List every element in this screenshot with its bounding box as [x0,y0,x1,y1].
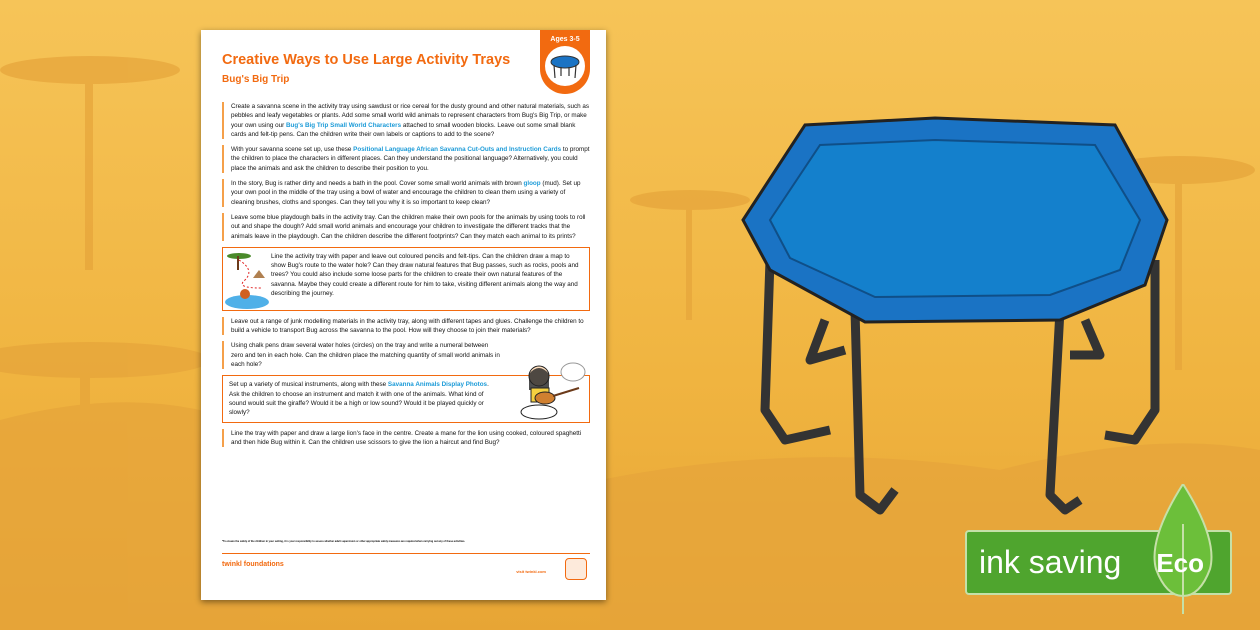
page-subtitle: Bug's Big Trip [222,74,290,85]
activity-paragraph: Create a savanna scene in the activity tray using sawdust or rice cereal for the dusty ground and other natural materials, such as pebbles and leafy vegetables or plants. Add some small world wild animals to represent characters from Bug's Big Trip, or make your own using our Bug's Big Trip Small World Characters attached to small wooden blocks. Leave out some small blank cards and felt-tip pens. Can the children write their own labels or captions to add to the scene? [222,102,590,139]
ages-label: Ages 3-5 [550,36,580,43]
ink-saving-eco-badge [965,530,1232,595]
activity-paragraph: With your savanna scene set up, use these Positional Language African Savanna Cut-Outs and Instruction Cards to prompt the children to place the characters in different places. Can they understand the positional language? Alternatively, you could place the animals and ask the children to describe their position to you. [222,145,590,173]
tray-thumbnail-icon [545,46,585,86]
visit-link[interactable]: visit twinkl.com [516,569,546,574]
activity-paragraph: Using chalk pens draw several water holes (circles) on the tray and write a numeral between zero and ten in each hole. Can the children place the matching quantity of small world animals in each hole? [222,341,590,369]
activity-tray-illustration [735,110,1175,530]
ages-badge [540,30,590,94]
activity-box-music: Set up a variety of musical instruments, along with these Savanna Animals Display Photos. Ask the children to choose an instrument and match it with one of the animals. What kind of sound would suit the giraffe? Would it be a high or low sound? Would it be played quickly or slowly? [222,375,590,422]
resource-link[interactable]: Savanna Animals Display Photos [387,381,488,389]
activity-paragraph: Leave some blue playdough balls in the activity tray. Can the children make their own pools for the animals by using tools to roll out and shape the dough? Add small world animals and encourage your children to investigate the different tracks that the animals leave in the playdough. Can the children describe the different footprints? Can they match each animal to its prints? [222,213,590,241]
footer-divider [222,553,590,554]
activity-sheet-preview [201,30,606,600]
foundations-badge-icon [565,558,587,580]
safety-footnote: *To ensure the safety of the children in your setting, it is your responsibility to assess whether adult supervision or other appropriate safety measures are required when carrying out any of these activities. [222,540,466,543]
activity-box-map [222,247,590,311]
twinkl-logo: twinkl foundations [222,561,284,568]
activity-paragraph: In the story, Bug is rather dirty and needs a bath in the pool. Cover some small world animals with brown gloop (mud). Set up your own pool in the middle of the tray using a bowl of water and encourage the children to clean them using a variety of cleaning brushes, cloths and sponges. Can they tell you why it is so important to keep clean? [222,179,590,207]
resource-link[interactable]: gloop [523,180,541,188]
map-illustration-icon [225,250,269,310]
page-title: Creative Ways to Use Large Activity Trays [222,52,511,68]
ink-saving-label: ink saving [979,544,1122,580]
activity-paragraph: Leave out a range of junk modelling materials in the activity tray, along with different tapes and glues. Challenge the children to build a vehicle to transport Bug across the savanna to the pool. How will they choose to join their materials? [222,317,590,336]
eco-label: Eco [1156,548,1204,578]
girl-guitar-illustration-icon [517,362,587,424]
activity-paragraph: Line the tray with paper and draw a large lion's face in the centre. Create a mane for the lion using cooked, coloured spaghetti and then hide Bug within it. Can the children use scissors to give the lion a haircut and find Bug? [222,429,590,448]
resource-link[interactable]: Positional Language African Savanna Cut-Outs and Instruction Cards [353,146,562,154]
resource-link[interactable]: Bug's Big Trip Small World Characters [285,121,402,129]
activity-text: Line the activity tray with paper and leave out coloured pencils and felt-tips. Can the children draw a map to show Bug's route to the water hole? Can they draw natural features that Bug passes, such as rocks, pools and trees? You could also include some loose parts for the children to create their own natural features of the savanna. Maybe they could create a different route for him to take, visiting different animals along the way and describing the journey. [271,252,579,298]
